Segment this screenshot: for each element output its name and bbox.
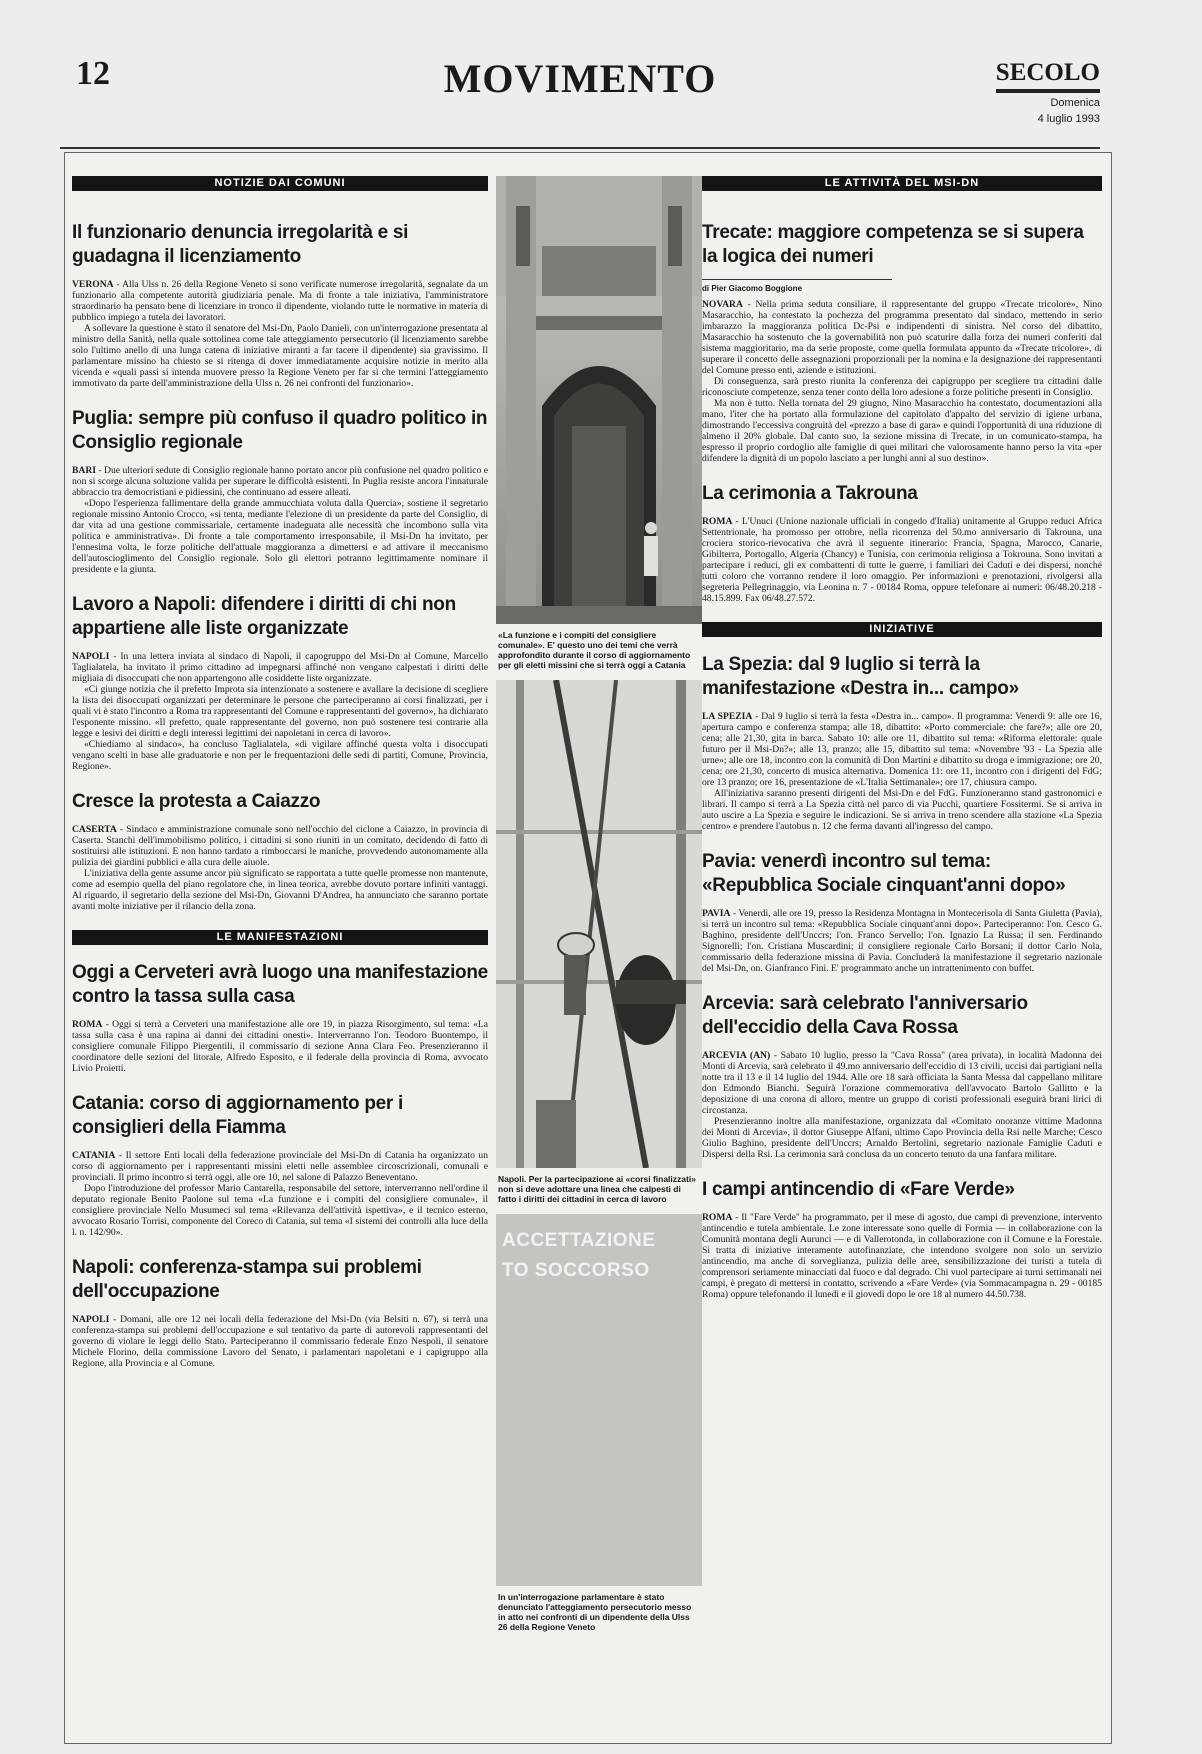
dateline: CASERTA	[72, 824, 117, 835]
article-title: La Spezia: dal 9 luglio si terrà la manifestazione «Destra in... campo»	[702, 654, 1019, 699]
left-column	[72, 176, 488, 1387]
section-bar-manifestazioni: LE MANIFESTAZIONI	[72, 930, 488, 945]
article-body: NOVARA - Nella prima seduta consiliare, il rappresentante del gruppo «Trecate tricolore», Nino Masaracchio, ha contestato la pochezza del programma presentato dal sindaco, mettendo in serio imbarazzo la maggioranza politica Dc-Psi e indipendenti di sinistra. Nel corso del dibattito, Masaracchio ha sostenuto che la governabilità non può scaturire dalla forza dei numeri conferiti dal sistema maggioritario, ma da serie proposte, come quella formulata appunto da «Trecate tricolore», di superare il concetto delle assegnazioni proporzionali per la nomina e la designazione dei rappresentanti del Comune presso enti, aziende e istituzioni. Di conseguenza, sarà presto riunita la conferenza dei capigruppo per scegliere tra cittadini dalle riconosciute competenze, senza tener conto della loro adesione a forze politiche presenti in Consiglio. Ma non è tutto. Nella tornata del 29 giugno, Nino Masaracchio ha contestato, documentazioni alla mano, l'iter che ha portato alla formulazione del capitolato d'appalto del servizio di igiene urbana, dimostrando l'eccessiva congruità del «prezzo a base di gara» e quindi l'opportunità di una riduzione di almeno il 20% globale. Dal canto suo, la sezione missina di Trecate, in un comunicato-stampa, ha espresso il proprio cordoglio alle famiglie di quei militari che valorosamente hanno perso la vita «per difendere la dignità di un popolo lasciato a per lunghi anni al suo destino».	[702, 299, 1103, 464]
paragraph: «Dopo l'esperienza fallimentare della grande ammucchiata voluta dalla Quercia», sostiene il segretario regionale missino Antonio Crocco, «si tenta, mediante l'elezione di un presidente da parte del Consiglio, di dar vita ad una gestione commissariale, certamente inadeguata alle necessità che incombono sulla vita politica e amministrativa». Di fronte a tale comportamento irresponsabile, il Msi-Dn ha invitato, per l'ennesima volta, le forze politiche dell'attuale maggioranza a dimettersi e ad attivare il meccanismo dell'autoscioglimento del Consiglio regionale. Solo gli elettori potranno legittimamente nominare il presidente e la giunta.	[72, 498, 488, 575]
section-bar-attivita: LE ATTIVITÀ DEL MSI-DN	[702, 176, 1102, 191]
article	[702, 1178, 1102, 1300]
article-title: Puglia: sempre più confuso il quadro politico in Consiglio regionale	[72, 408, 488, 453]
header-rule	[60, 147, 1100, 149]
byline: di Pier Giacomo Boggione	[702, 279, 892, 293]
section-bar-notizie: NOTIZIE DAI COMUNI	[72, 176, 488, 191]
article-title: Il funzionario denuncia irregolarità e si guadagna il licenziamento	[72, 222, 409, 267]
paragraph: Sindaco e amministrazione comunale sono nell'occhio del ciclone a Caiazzo, in provincia di Caserta. Stanchi dell'immobilismo politico, i cittadini si sono riuniti in un comitato, decidendo di fatto di sostituirsi alle istituzioni. E non hanno tardato a rimboccarsi le maniche, provvedendo autonomamente alla pulizia dei giardini pubblici e alla cura delle aiuole.	[72, 824, 488, 868]
article	[702, 482, 1102, 604]
right-column	[702, 176, 1102, 1318]
photo-caption: «La funzione e i compiti del consigliere comunale». E' questo uno dei temi che verrà approfondito durante il corso di aggiornamento per gli eletti missini che si terrà oggi a Catania	[498, 630, 691, 670]
workers-image	[496, 680, 702, 1168]
sign-line: TO SOCCORSO	[502, 1260, 650, 1281]
article	[72, 1256, 488, 1369]
article-body: NAPOLI - In una lettera inviata al sindaco di Napoli, il capogruppo del Msi-Dn al Comune, Marcello Taglialatela, ha invitato il primo cittadino ad impegnarsi affinché non vengano calpestati i diritti delle migliaia di disoccupati che non appartengono alle cosiddette liste organizzate. «Ci giunge notizia che il prefetto Improta sia intenzionato a sostenere e avallare la decisione di scegliere la lista dei disoccupati organizzati per determinare le persone che parteciperanno ai corsi finalizzati, per i quali vi è stato l'incontro a Roma tra rappresentanti del Comune e rappresentanti del governo», ha dichiarato l'esponente missino. «Il prefetto, quale rappresentante del governo, non può sostenere tesi contrarie alla legge e lesivi dei diritti e degli interessi legittimi dei napoletani in cerca di lavoro». «Chiediamo al sindaco», ha concluso Taglialatela, «di vigilare affinché questa volta i disoccupati vengano scelti in base alle graduatorie e non per le frequentazioni delle sedi di partiti, Comune, Provincia, Regione».	[72, 651, 488, 772]
article	[702, 653, 1102, 832]
dateline: CATANIA	[72, 1150, 116, 1161]
article	[72, 1092, 488, 1238]
article	[72, 961, 488, 1074]
paragraph: Ma non è tutto. Nella tornata del 29 giugno, Nino Masaracchio ha contestato, documentazioni alla mano, l'iter che ha portato alla formulazione del capitolato d'appalto del servizio di igiene urbana, dimostrando l'eccessiva congruità del «prezzo a base di gara» e quindi l'opportunità di una riduzione di almeno il 20% globale. Dal canto suo, la sezione missina di Trecate, in un comunicato-stampa, ha espresso il proprio cordoglio alle famiglie di quei militari che valorosamente hanno perso la vita «per difendere la dignità di un popolo lasciato a per lunghi anni al suo destino».	[702, 398, 1102, 464]
article-title: I campi antincendio di «Fare Verde»	[702, 1179, 1015, 1200]
article-body: ROMA - Oggi si terrà a Cerveteri una manifestazione alle ore 19, in piazza Risorgimento, sul tema: «La tassa sulla casa è una rapina ai danni dei cittadini onesti». Interverranno l'on. Teodoro Buontempo, il consigliere comunale Filippo Piergentili, il commissario di sezione Anna Clara Feo. Presenzieranno il coordinatore delle sezioni del litorale, Alfredo Esposito, e il federale della provincia di Roma, avvocato Livio Proietti.	[72, 1019, 488, 1074]
paragraph: A sollevare la questione è stato il senatore del Msi-Dn, Paolo Danieli, con un'interrogazione presentata al ministro della Sanità, nella quale sottolinea come tale atteggiamento persecutorio (il licenziamento sarebbe solo l'ultimo anello di una lunga catena di iniziative miranti a far tacere il dipendente) sia gravissimo. Il parlamentare missino ha chiesto se si ritenga di dover immediatamente acquisire notizie in merito alla vicenda e «quali passi si intenda muovere presso la Regione Veneto per far sì che termini l'atteggiamento immotivato da parte dell'amministrazione della Ulss n. 26 nei confronti del funzionario».	[72, 323, 488, 389]
issue-day: Domenica	[1050, 97, 1100, 109]
dateline: ROMA	[702, 1212, 733, 1223]
article-title: Oggi a Cerveteri avrà luogo una manifestazione contro la tassa sulla casa	[72, 962, 488, 1007]
masthead-logo	[996, 59, 1100, 125]
article-body: NAPOLI - Domani, alle ore 12 nei locali della federazione del Msi-Dn (via Belsiti n. 67), si terrà una conferenza-stampa sui problemi dell'occupazione e sul tentativo da parte di autorevoli rappresentanti del governo di violare le leggi dello Stato. Parteciperanno il commissario federale Enzo Nespoli, il senatore Michele Florino, della commissione Lavoro del Senato, i parlamentari napoletani e i capigruppo alla Regione, alla Provincia e al Comune.	[72, 1314, 488, 1369]
dateline: ROMA	[72, 1019, 103, 1030]
article-body: ROMA - L'Unuci (Unione nazionale ufficiali in congedo d'Italia) unitamente al Gruppo reduci Africa Settentrionale, ha promosso per ottobre, nella ricorrenza del 50.mo anniversario di Takrouna, una crociera storico-rievocativa che avrà il seguente itinerario: Francia, Spagna, Marocco, Canarie, Gibilterra, Portogallo, Algeria (Chancy) e Tunisia, con cerimonia religiosa a Tokrouna. Sono invitati a partecipare i reduci, gli ex combattenti di tutte le guerre, i familiari dei Caduti e dei dispersi, nonché tutti coloro che vorranno rendere il loro omaggio. Per informazioni e prenotazioni, rivolgersi alla segreteria Pellegrinaggio, via Leonina n. 7 - 00184 Roma, oppure telefonare ai numeri: 06/48.20.218 - 48.15.899. Fax 06/48.27.572.	[702, 516, 1102, 604]
dateline: BARI	[72, 465, 96, 476]
photo-archway	[496, 176, 702, 624]
page-header	[60, 45, 1100, 145]
paragraph: In una lettera inviata al sindaco di Napoli, il capogruppo del Msi-Dn al Comune, Marcello Taglialatela, ha invitato il primo cittadino ad impegnarsi affinché non vengano calpestati i diritti delle migliaia di disoccupati che non appartengono alle cosiddette liste organizzate.	[72, 651, 488, 684]
article-title: Arcevia: sarà celebrato l'anniversario dell'eccidio della Cava Rossa	[702, 993, 1028, 1038]
dateline: NAPOLI	[72, 1314, 110, 1325]
paragraph: Domani, alle ore 12 nei locali della federazione del Msi-Dn (via Belsiti n. 67), si terrà una conferenza-stampa sui problemi dell'occupazione e sul tentativo da parte di autorevoli rappresentanti del governo di violare le leggi dello Stato. Parteciperanno il commissario federale Enzo Nespoli, il senatore Michele Florino, della commissione Lavoro del Senato, i parlamentari napoletani e i capigruppo alla Regione, alla Provincia e al Comune.	[72, 1314, 488, 1369]
photo-workers	[496, 680, 702, 1168]
paragraph: Presenzieranno inoltre alla manifestazione, organizzata dal «Comitato onoranze vittime Madonna dei Monti di Arcevia», il dottor Giuseppe Alfani, ultimo Capo Provincia della Rsi nelle Marche; Cesco Giulio Baghino, presidente dell'Unccrs; Arnaldo Bertolini, segretario nazionale Famiglie Caduti e Dispersi della Rsi. La cerimonia sarà conclusa da un concerto tenuto da una fanfara militare.	[702, 1116, 1102, 1160]
photo-caption: In un'interrogazione parlamentare è stato denunciato l'atteggiamento persecutorio messo in atto nei confronti di un dipendente della Ulss 26 della Regione Veneto	[498, 1592, 692, 1632]
dateline: ROMA	[702, 516, 733, 527]
paragraph: Alla Ulss n. 26 della Regione Veneto si sono verificate numerose irregolarità, segnalate da un funzionario alla competente autorità giudiziaria penale. Ma di fronte a tale iniziativa, l'amministratore straordinario ha pensato bene di licenziare in tronco il dipendente, violando tutte le normative in materia di pubblico impiego a tutela dei lavoratori.	[72, 279, 488, 323]
dateline: NAPOLI	[72, 651, 110, 662]
paragraph: Due ulteriori sedute di Consiglio regionale hanno portato ancor più confusione nel quadro politico e non si scorge alcuna soluzione valida per superare le difficoltà esistenti. In Puglia resiste ancora l'innaturale abbraccio tra democristiani e pidiessini, che continuano ad essere alleati.	[72, 465, 488, 498]
article-title: Napoli: conferenza-stampa sui problemi dell'occupazione	[72, 1257, 422, 1302]
paragraph: Di conseguenza, sarà presto riunita la conferenza dei capigruppo per scegliere tra cittadini dalle riconosciute competenze, senza tener conto della loro adesione a forze politiche presenti in Consiglio.	[702, 376, 1102, 398]
article-title: Pavia: venerdì incontro sul tema: «Repubblica Sociale cinquant'anni dopo»	[702, 851, 1066, 896]
paragraph: Dopo l'introduzione del professor Mario Cantarella, responsabile del settore, interverranno nell'ordine il deputato regionale Benito Paolone sul tema «La funzione e i compiti del consigliere comunale», il consigliere provinciale Nello Musumeci sul tema «Rilevanza dell'attività ispettiva», e il tecnico esterno, avvocato Rosario Torrisi, componente del Coreco di Catania, sul tema «I sistemi dei controlli alla luce della l. n. 142/90».	[72, 1183, 488, 1238]
paragraph: Sabato 10 luglio, presso la "Cava Rossa" (area privata), in località Madonna dei Monti di Arcevia, sarà celebrato il 49.mo anniversario dell'eccidio di 13 civili, uccisi dai partigiani nella notte tra il 13 e il 14 luglio del 1944. Alle ore 18 sarà officiata la Santa Messa dal cappellano militare don Edmondo Bianchi. Seguirà l'orazione commemorativa dell'avvocato Bartolo Gallitto e la deposizione di una corona di alloro, mentre un gruppo di coristi professionali eseguirà brani lirici di circostanza.	[702, 1050, 1103, 1116]
section-bar-iniziative: INIZIATIVE	[702, 622, 1102, 637]
photo-hospital	[496, 1214, 702, 1586]
article-body: LA SPEZIA - Dal 9 luglio si terrà la festa «Destra in... campo». Il programma: Venerdì 9: alle ore 16, apertura campo e conferenza stampa; alle 18, dibattito: «Porto commerciale: che fare?»; alle ore 20, cena; alle 21,30, gita in barca. Sabato 10: alle ore 11, dibattito sul tema: «Riforma elettorale: quale futuro per il Msi-Dn?»; alle 13, pranzo; alle 15, dibattito sul tema: «Novembre '93 - La Spezia alle urne»; alle ore 18, incontro con la comunità di Don Martini e dibattito su droga e immigrazione; ore 20, cena; ore 21,30, concerto di musica alternativa. Domenica 11: ore 11, incontro con i dirigenti del FdG; ore 13 pranzo; ore 16, presentazione de «L'Italia Settimanale»; ore 17, chiusura campo. All'iniziativa saranno presenti dirigenti del Msi-Dn e del FdG. Funzioneranno stand gastronomici e librari. Il campo si terrà a La Spezia città nel parco di via Pucchi, quartiere Fossitermi. Se si arriva in auto uscire a La Spezia e seguire le indicazioni. Se si arriva in treno scendere alla stazione «La Spezia centro» e prendere l'autobus n. 12 che ferma davanti all'ingresso del campo.	[702, 711, 1102, 832]
article	[72, 790, 488, 912]
paragraph: All'iniziativa saranno presenti dirigenti del Msi-Dn e del FdG. Funzioneranno stand gastronomici e librari. Il campo si terrà a La Spezia città nel parco di via Pucchi, quartiere Fossitermi. Se si arriva in auto uscire a La Spezia e seguire le indicazioni. Se si arriva in treno scendere alla stazione «La Spezia centro» e prendere l'autobus n. 12 che ferma davanti all'ingresso del campo.	[702, 788, 1102, 832]
paper-name: SECOLO	[996, 59, 1100, 93]
paragraph: Il "Fare Verde" ha programmato, per il mese di agosto, due campi di prevenzione, intervento antincendio e tutela ambientale. Le zone interessate sono quelle di Formia — in collaborazione con la Comunità montana degli Aurunci — e di Vallerotonda, in collaborazione con il Comune e la Forestale. Si tratta di iniziative interamente autofinanziate, che intendono svolgere non solo un servizio antincendio, ma anche di sorveglianza, pulizia delle aree, sensibilizzazione dei turisti a tutela di comprensori seriamente minacciati dal fuoco e dal degrado. Chi vuol partecipare ai turni settimanali nei campi, è pregato di mettersi in contatto, scrivendo a «Fare Verde» (via Sommacampagna n. 29 - 00185 Roma) oppure telefonando il lunedì e il giovedì dopo le ore 18 al numero 44.50.738.	[702, 1212, 1103, 1300]
article-body: ROMA - Il "Fare Verde" ha programmato, per il mese di agosto, due campi di prevenzione, intervento antincendio e tutela ambientale. Le zone interessate sono quelle di Formia — in collaborazione con la Comunità montana degli Aurunci — e di Vallerotonda, in collaborazione con il Comune e la Forestale. Si tratta di iniziative interamente autofinanziate, che intendono svolgere non solo un servizio antincendio, ma anche di sorveglianza, pulizia delle aree, sensibilizzazione dei turisti a tutela di comprensori seriamente minacciati dal fuoco e dal degrado. Chi vuol partecipare ai turni settimanali nei campi, è pregato di mettersi in contatto, scrivendo a «Fare Verde» (via Sommacampagna n. 29 - 00185 Roma) oppure telefonando il lunedì e il giovedì dopo le ore 18 al numero 44.50.738.	[702, 1212, 1103, 1300]
dateline: NOVARA	[702, 299, 743, 310]
dateline: VERONA	[72, 279, 114, 290]
hospital-sign	[502, 1226, 655, 1286]
dateline: LA SPEZIA	[702, 711, 753, 722]
photo-column	[496, 176, 702, 1642]
article-title: Catania: corso di aggiornamento per i consiglieri della Fiamma	[72, 1093, 403, 1138]
article-body: ARCEVIA (AN) - Sabato 10 luglio, presso la "Cava Rossa" (area privata), in località Madonna dei Monti di Arcevia, sarà celebrato il 49.mo anniversario dell'eccidio di 13 civili, uccisi dai partigiani nella notte tra il 13 e il 14 luglio del 1944. Alle ore 18 sarà officiata la Santa Messa dal cappellano militare don Edmondo Bianchi. Seguirà l'orazione commemorativa dell'avvocato Bartolo Gallitto e la deposizione di una corona di alloro, mentre un gruppo di coristi professionali eseguirà brani lirici di circostanza. Presenzieranno inoltre alla manifestazione, organizzata dal «Comitato onoranze vittime Madonna dei Monti di Arcevia», il dottor Giuseppe Alfani, ultimo Capo Provincia della Rsi nelle Marche; Cesco Giulio Baghino, presidente dell'Unccrs; Arnaldo Bertolini, segretario nazionale Famiglie Caduti e Dispersi della Rsi. La cerimonia sarà conclusa da un concerto tenuto da una fanfara militare.	[702, 1050, 1103, 1160]
section-title: MOVIMENTO	[443, 56, 717, 101]
article-body: PAVIA - Venerdì, alle ore 19, presso la Residenza Montagna in Montecerisola di Santa Giuletta (Pavia), si terrà un incontro sul tema: «Repubblica Sociale cinquant'anni dopo». Parteciperanno: l'on. Cesco G. Baghino, presidente dell'Unccrs; l'on. Franco Servello; l'on. Ignazio La Russa; il sen. Ferdinando Signorelli; l'on. Cristiana Muscardini; il consigliere regionale Carlo Borsani; il dottor Carlo Nola, commissario della federazione missina di Pavia. Concluderà la manifestazione il segretario nazionale del Msi-Dn, on. Gianfranco Fini. E' programmato anche un intrattenimento con buffet.	[702, 908, 1102, 974]
paragraph: L'Unuci (Unione nazionale ufficiali in congedo d'Italia) unitamente al Gruppo reduci Africa Settentrionale, ha promosso per ottobre, nella ricorrenza del 50.mo anniversario di Takrouna, una crociera storico-rievocativa che avrà il seguente itinerario: Francia, Spagna, Marocco, Canarie, Gibilterra, Portogallo, Algeria (Chancy) e Tunisia, con cerimonia religiosa a Tokrouna. Sono invitati a partecipare i reduci, gli ex combattenti di tutte le guerre, i familiari dei Caduti e dei dispersi, nonché tutti coloro che vorranno rendere il loro omaggio. Per informazioni e prenotazioni, rivolgersi alla segreteria Pellegrinaggio, via Leonina n. 7 - 00184 Roma, oppure telefonare ai numeri: 06/48.20.218 - 48.15.899. Fax 06/48.27.572.	[702, 516, 1102, 604]
article-title: La cerimonia a Takrouna	[702, 483, 918, 504]
paragraph: L'iniziativa della gente assume ancor più significato se rapportata a tutte quelle promesse non mantenute, come ad esempio quella del piano regolatore che, in linea teorica, avrebbe dovuto portare infiniti vantaggi. Al riguardo, il segretario della sezione del Msi-Dn, Giovanni D'Andrea, ha annunciato che saranno portate avanti molte iniziative per il rilancio della zona.	[72, 868, 488, 912]
article	[72, 593, 488, 772]
article-body: CASERTA - Sindaco e amministrazione comunale sono nell'occhio del ciclone a Caiazzo, in provincia di Caserta. Stanchi dell'immobilismo politico, i cittadini si sono riuniti in un comitato, decidendo di fatto di sostituirsi alle istituzioni. E non hanno tardato a rimboccarsi le maniche, provvedendo autonomamente alla pulizia dei giardini pubblici e alla cura delle aiuole. L'iniziativa della gente assume ancor più significato se rapportata a tutte quelle promesse non mantenute, come ad esempio quella del piano regolatore che, in linea teorica, avrebbe dovuto portare infiniti vantaggi. Al riguardo, il segretario della sezione del Msi-Dn, Giovanni D'Andrea, ha annunciato che saranno portate avanti molte iniziative per il rilancio della zona.	[72, 824, 488, 912]
paragraph: Oggi si terrà a Cerveteri una manifestazione alle ore 19, in piazza Risorgimento, sul tema: «La tassa sulla casa è una rapina ai danni dei cittadini onesti». Interverranno l'on. Teodoro Buontempo, il consigliere comunale Filippo Piergentili, il commissario di sezione Anna Clara Feo. Presenzieranno il coordinatore delle sezioni del litorale, Alfredo Esposito, e il federale della provincia di Roma, avvocato Livio Proietti.	[72, 1019, 488, 1074]
paragraph: «Ci giunge notizia che il prefetto Improta sia intenzionato a sostenere e avallare la decisione di scegliere la lista dei disoccupati organizzati per determinare le persone che parteciperanno ai corsi finalizzati, per i quali vi è stato l'incontro a Roma tra rappresentanti del Comune e rappresentanti del governo», ha dichiarato l'esponente missino. «Il prefetto, quale rappresentante del governo, non può sostenere tesi contrarie alla legge e lesivi dei diritti e degli interessi legittimi dei napoletani in cerca di lavoro».	[72, 684, 488, 739]
article-body: VERONA - Alla Ulss n. 26 della Regione Veneto si sono verificate numerose irregolarità, segnalate da un funzionario alla competente autorità giudiziaria penale. Ma di fronte a tale iniziativa, l'amministratore straordinario ha pensato bene di licenziare in tronco il dipendente, violando tutte le normative in materia di pubblico impiego a tutela dei lavoratori. A sollevare la questione è stato il senatore del Msi-Dn, Paolo Danieli, con un'interrogazione presentata al ministro della Sanità, nella quale sottolinea come tale atteggiamento persecutorio (il licenziamento sarebbe solo l'ultimo anello di una lunga catena di iniziative miranti a far tacere il dipendente) sia gravissimo. Il parlamentare missino ha chiesto se si ritenga di dover immediatamente acquisire notizie in merito alla vicenda e «quali passi si intenda muovere presso la Regione Veneto per far sì che termini l'atteggiamento immotivato da parte dell'amministrazione della Ulss n. 26 nei confronti del funzionario».	[72, 279, 488, 389]
sign-line: ACCETTAZIONE	[502, 1230, 656, 1251]
dateline: PAVIA	[702, 908, 731, 919]
article-title: Trecate: maggiore competenza se si supera la logica dei numeri	[702, 222, 1084, 267]
article	[702, 850, 1102, 974]
article-title: Lavoro a Napoli: difendere i diritti di chi non appartiene alle liste organizzate	[72, 594, 456, 639]
issue-date: 4 luglio 1993	[1037, 113, 1100, 125]
paragraph: Dal 9 luglio si terrà la festa «Destra in... campo». Il programma: Venerdì 9: alle ore 16, apertura campo e conferenza stampa; alle 18, dibattito: «Porto commerciale: che fare?»; alle ore 20, cena; alle 21,30, gita in barca. Sabato 10: alle ore 11, dibattito sul tema: «Riforma elettorale: quale futuro per il Msi-Dn?»; alle 13, pranzo; alle 15, dibattito sul tema: «Novembre '93 - La Spezia alle urne»; alle ore 18, incontro con la comunità di Don Martini e dibattito su droga e immigrazione; ore 20, cena; ore 21,30, concerto di musica alternativa. Domenica 11: ore 11, incontro con i dirigenti del FdG; ore 13 pranzo; ore 16, presentazione de «L'Italia Settimanale»; ore 17, chiusura campo.	[702, 711, 1102, 788]
article	[72, 407, 488, 575]
article	[702, 221, 1102, 464]
article-body: CATANIA - Il settore Enti locali della federazione provinciale del Msi-Dn di Catania ha organizzato un corso di aggiornamento per i rappresentanti missini eletti nelle assemblee circoscrizionali, comunali e provinciali. Il primo incontro si terrà oggi, alle ore 10, nel salone di Palazzo Beneventano. Dopo l'introduzione del professor Mario Cantarella, responsabile del settore, interverranno nell'ordine il deputato regionale Benito Paolone sul tema «La funzione e i compiti del consigliere comunale», il consigliere provinciale Nello Musumeci sul tema «Rilevanza dell'attività ispettiva», e il tecnico esterno, avvocato Rosario Torrisi, componente del Coreco di Catania, sul tema «I sistemi dei controlli alla luce della l. n. 142/90».	[72, 1150, 488, 1238]
paragraph: Venerdì, alle ore 19, presso la Residenza Montagna in Montecerisola di Santa Giuletta (Pavia), si terrà un incontro sul tema: «Repubblica Sociale cinquant'anni dopo». Parteciperanno: l'on. Cesco G. Baghino, presidente dell'Unccrs; l'on. Franco Servello; l'on. Ignazio La Russa; il sen. Ferdinando Signorelli; l'on. Cristiana Muscardini; il consigliere regionale Carlo Borsani; il dottor Carlo Nola, commissario della federazione missina di Pavia. Concluderà la manifestazione il segretario nazionale del Msi-Dn, on. Gianfranco Fini. E' programmato anche un intrattenimento con buffet.	[702, 908, 1102, 974]
paragraph: «Chiediamo al sindaco», ha concluso Taglialatela, «di vigilare affinché questa volta i disoccupati vengano scelti in base alle graduatorie e non per le frequentazioni delle sedi di partiti, Comune, Provincia, Regione».	[72, 739, 488, 772]
article-title: Cresce la protesta a Caiazzo	[72, 791, 321, 812]
paragraph: Nella prima seduta consiliare, il rappresentante del gruppo «Trecate tricolore», Nino Masaracchio, ha contestato la pochezza del programma presentato dal sindaco, mettendo in serio imbarazzo la maggioranza politica Dc-Psi e indipendenti di sinistra. Nel corso del dibattito, Masaracchio ha sostenuto che la governabilità non può scaturire dalla forza dei numeri conferiti dal sistema maggioritario, ma da serie proposte, come quella formulata appunto da «Trecate tricolore», di superare il concetto delle assegnazioni proporzionali per la nomina e la designazione dei rappresentanti del Comune presso enti, aziende e istituzioni.	[702, 299, 1103, 376]
dateline: ARCEVIA (AN)	[702, 1050, 771, 1061]
photo-caption: Napoli. Per la partecipazione ai «corsi finalizzati» non si deve adottare una linea che calpesti di fatto i diritti dei cittadini in cerca di lavoro	[498, 1174, 696, 1204]
article	[72, 221, 488, 389]
article-body: BARI - Due ulteriori sedute di Consiglio regionale hanno portato ancor più confusione nel quadro politico e non si scorge alcuna soluzione valida per superare le difficoltà esistenti. In Puglia resiste ancora l'innaturale abbraccio tra democristiani e pidiessini, che continuano ad essere alleati. «Dopo l'esperienza fallimentare della grande ammucchiata voluta dalla Quercia», sostiene il segretario regionale missino Antonio Crocco, «si tenta, mediante l'elezione di un presidente da parte del Consiglio, di dar vita ad una gestione commissariale, certamente inadeguata alle necessità che incombono sulla vita politica e amministrativa». Di fronte a tale comportamento irresponsabile, il Msi-Dn ha invitato, per l'ennesima volta, le forze politiche dell'attuale maggioranza a dimettersi e ad attivare il meccanismo dell'autoscioglimento del Consiglio regionale. Solo gli elettori potranno legittimamente nominare il presidente e la giunta.	[72, 465, 488, 575]
paragraph: Il settore Enti locali della federazione provinciale del Msi-Dn di Catania ha organizzato un corso di aggiornamento per i rappresentanti missini eletti nelle assemblee circoscrizionali, comunali e provinciali. Il primo incontro si terrà oggi, alle ore 10, nel salone di Palazzo Beneventano.	[72, 1150, 488, 1183]
archway-image	[496, 176, 702, 624]
article	[702, 992, 1102, 1160]
page-number: 12	[76, 55, 110, 92]
